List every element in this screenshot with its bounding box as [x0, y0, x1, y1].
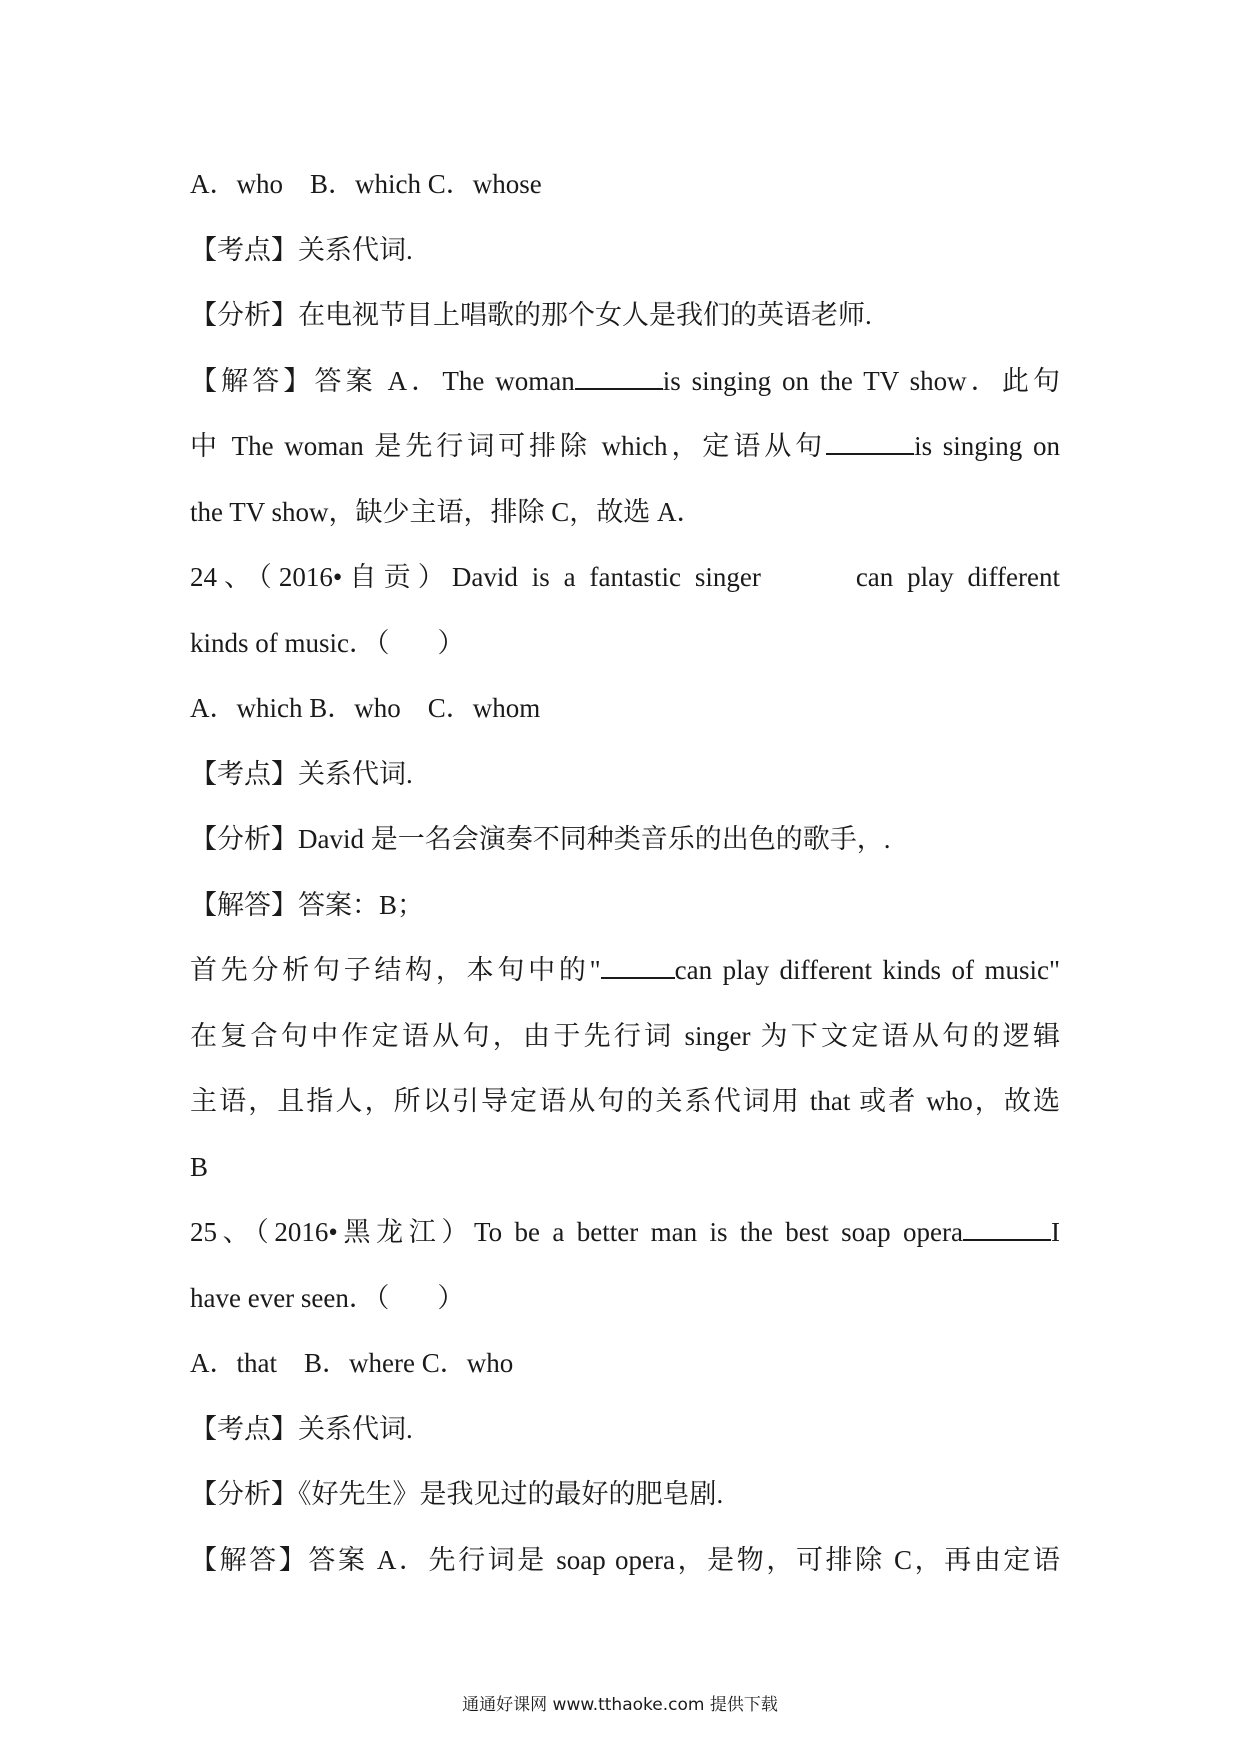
text-segment: 24、（2016•自贡）David is a fantastic singer	[190, 562, 761, 592]
q25-stem-line-2	[190, 1266, 1060, 1332]
q25-jieda-line-1: 【解答】答案 A．先行词是 soap opera，是物，可排除 C，再由定语	[190, 1544, 1060, 1575]
q24-stem-line-1	[190, 545, 1060, 611]
text-segment: have ever seen．（	[190, 1282, 390, 1313]
answer-blank	[601, 955, 675, 979]
text-segment: 首先分析句子结构，本句中的"	[190, 955, 601, 985]
q24-kaodian: 【考点】关系代词.	[190, 758, 413, 789]
q23-jieda-line-1	[190, 349, 1060, 415]
q24-explain-line-1	[190, 938, 1060, 1004]
document-page	[190, 152, 1060, 1593]
text-segment: is singing on	[914, 431, 1060, 461]
q24-explain-line-3: 主语，且指人，所以引导定语从句的关系代词用 that 或者 who，故选	[190, 1086, 1060, 1116]
text-segment: 25、（2016•黑龙江）To be a better man is the best soap opera	[190, 1217, 963, 1247]
q24-explain-line-4: B	[190, 1151, 209, 1182]
q23-fenxi: 【分析】在电视节目上唱歌的那个女人是我们的英语老师.	[190, 300, 872, 330]
text-segment: ）	[437, 627, 465, 658]
answer-blank	[575, 366, 663, 390]
q24-stem-line-2	[190, 611, 1060, 677]
q24-jieda: 【解答】答案：B；	[190, 889, 425, 920]
q24-explain-line-2: 在复合句中作定语从句，由于先行词 singer 为下文定语从句的逻辑	[190, 1020, 1060, 1051]
page-footer: 通通好课网 www.tthaoke.com 提供下载	[462, 1695, 778, 1715]
q23-jieda-line-3: the TV show，缺少主语，排除 C，故选 A．	[190, 496, 704, 527]
q25-stem-line-1	[190, 1200, 1060, 1266]
text-segment: is singing on the TV show．此句	[662, 365, 1060, 396]
q24-fenxi: 【分析】David 是一名会演奏不同种类音乐的出色的歌手，.	[190, 824, 891, 854]
text-segment: 【解答】答案 A．The woman	[190, 365, 575, 396]
text-segment: 中 The woman 是先行词可排除 which，定语从句	[190, 431, 827, 461]
text-segment: I	[1051, 1217, 1060, 1247]
q25-kaodian: 【考点】关系代词.	[190, 1413, 413, 1444]
q25-options: A．that B．where C．who	[190, 1348, 514, 1378]
answer-blank	[963, 1217, 1051, 1241]
q25-fenxi: 【分析】《好先生》是我见过的最好的肥皂剧.	[190, 1479, 724, 1509]
text-segment: can play different	[855, 562, 1060, 592]
text-segment: can play different kinds of music"	[674, 955, 1060, 985]
q24-options: A．which B．who C．whom	[190, 693, 541, 723]
text-segment: kinds of music．（	[190, 627, 390, 658]
q23-options: A．who B．which C．whose	[190, 169, 542, 199]
text-segment: ）	[437, 1282, 465, 1313]
q23-kaodian: 【考点】关系代词.	[190, 234, 413, 265]
q23-jieda-line-2	[190, 414, 1060, 480]
answer-blank	[826, 431, 914, 455]
